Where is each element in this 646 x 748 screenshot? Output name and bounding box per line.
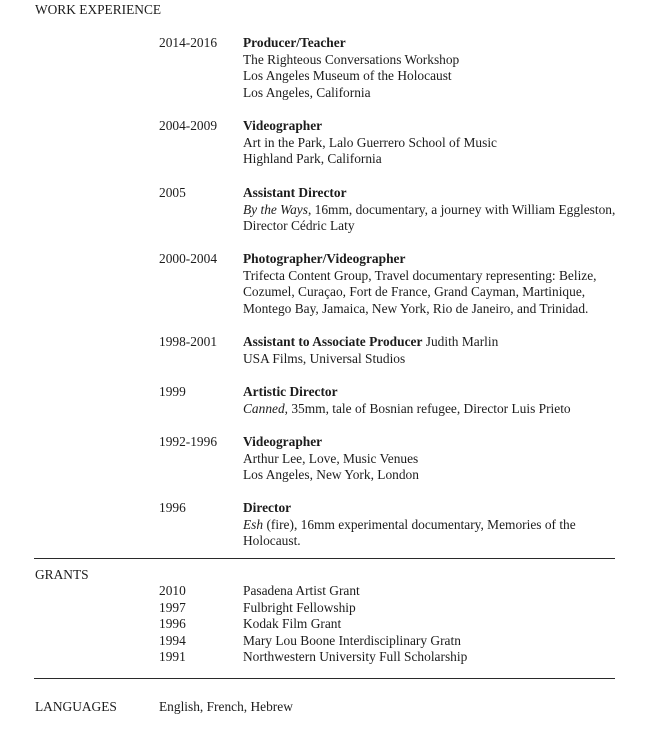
grant-year: 1994 xyxy=(159,632,186,648)
entry-date: 2005 xyxy=(159,185,186,200)
film-title: Canned xyxy=(243,400,285,416)
entry-title-rest: Judith Marlin xyxy=(422,334,499,349)
section-divider xyxy=(34,678,615,679)
entry-line: Art in the Park, Lalo Guerrero School of Music xyxy=(243,134,497,150)
entry-date: 2000-2004 xyxy=(159,251,218,266)
entry-body xyxy=(243,384,638,417)
film-title: By the Ways xyxy=(243,201,308,217)
entry-line: Cozumel, Curaçao, Fort de France, Grand Cayman, Martinique, xyxy=(243,284,586,299)
entry-body xyxy=(243,434,638,484)
entry-line: USA Films, Universal Studios xyxy=(243,350,406,366)
grant-name: Kodak Film Grant xyxy=(243,616,342,631)
grants-heading: GRANTS xyxy=(35,567,89,582)
entry-line: Los Angeles Museum of the Holocaust xyxy=(243,68,452,83)
entry-line: Holocaust. xyxy=(243,533,301,548)
entry-line: Director Cédric Laty xyxy=(243,218,355,233)
entry-line xyxy=(243,202,638,219)
film-title: Esh xyxy=(243,516,264,532)
entry-date: 1996 xyxy=(159,500,186,515)
grant-name: Northwestern University Full Scholarship xyxy=(243,649,468,664)
entry-body xyxy=(243,251,638,317)
entry-title: Videographer xyxy=(243,118,323,133)
entry-line: Montego Bay, Jamaica, New York, Rio de Janeiro, and Trinidad. xyxy=(243,300,589,316)
entry-line: Trifecta Content Group, Travel documentary representing: Belize, xyxy=(243,267,597,283)
entry-line-rest: , 35mm, tale of Bosnian refugee, Director Luis Prieto xyxy=(284,400,571,416)
grant-year: 1991 xyxy=(159,649,186,664)
entry-line xyxy=(243,401,638,418)
entry-title: Director xyxy=(243,500,292,515)
grant-name: Fulbright Fellowship xyxy=(243,599,356,615)
entry-title: Photographer/Videographer xyxy=(243,251,406,266)
languages-heading: LANGUAGES xyxy=(35,699,117,714)
entry-line: The Righteous Conversations Workshop xyxy=(243,51,460,67)
grant-year: 2010 xyxy=(159,583,186,598)
entry-date: 1992-1996 xyxy=(159,434,218,449)
entry-line: Los Angeles, California xyxy=(243,84,371,100)
entry-title: Videographer xyxy=(243,434,323,449)
entry-date: 1999 xyxy=(159,384,186,399)
entry-title: Assistant Director xyxy=(243,185,347,200)
languages-value: English, French, Hebrew xyxy=(159,699,293,714)
entry-line-rest: , 16mm, documentary, a journey with William Eggleston, xyxy=(307,201,616,217)
entry-date: 2014-2016 xyxy=(159,35,218,50)
grant-name: Mary Lou Boone Interdisciplinary Gratn xyxy=(243,632,461,648)
entry-line: Los Angeles, New York, London xyxy=(243,467,419,482)
entry-date: 1998-2001 xyxy=(159,334,218,349)
entry-body xyxy=(243,500,638,550)
section-divider xyxy=(34,558,615,559)
entry-title: Artistic Director xyxy=(243,384,338,399)
entry-line: Arthur Lee, Love, Music Venues xyxy=(243,450,419,466)
work-experience-heading: WORK EXPERIENCE xyxy=(35,2,162,17)
entry-line: Highland Park, California xyxy=(243,151,382,166)
entry-body xyxy=(243,35,638,101)
entry-line xyxy=(243,517,638,534)
entry-title: Assistant to Associate Producer xyxy=(243,334,423,349)
grant-year: 1996 xyxy=(159,616,186,631)
entry-title: Producer/Teacher xyxy=(243,35,346,50)
grant-name: Pasadena Artist Grant xyxy=(243,583,360,598)
entry-body xyxy=(243,185,638,235)
entry-line-rest: (fire), 16mm experimental documentary, Memories of the xyxy=(263,516,576,532)
entry-body xyxy=(243,118,638,168)
entry-date: 2004-2009 xyxy=(159,118,218,133)
grant-year: 1997 xyxy=(159,599,186,615)
entry-body xyxy=(243,334,638,367)
entry-title-line xyxy=(243,334,638,351)
